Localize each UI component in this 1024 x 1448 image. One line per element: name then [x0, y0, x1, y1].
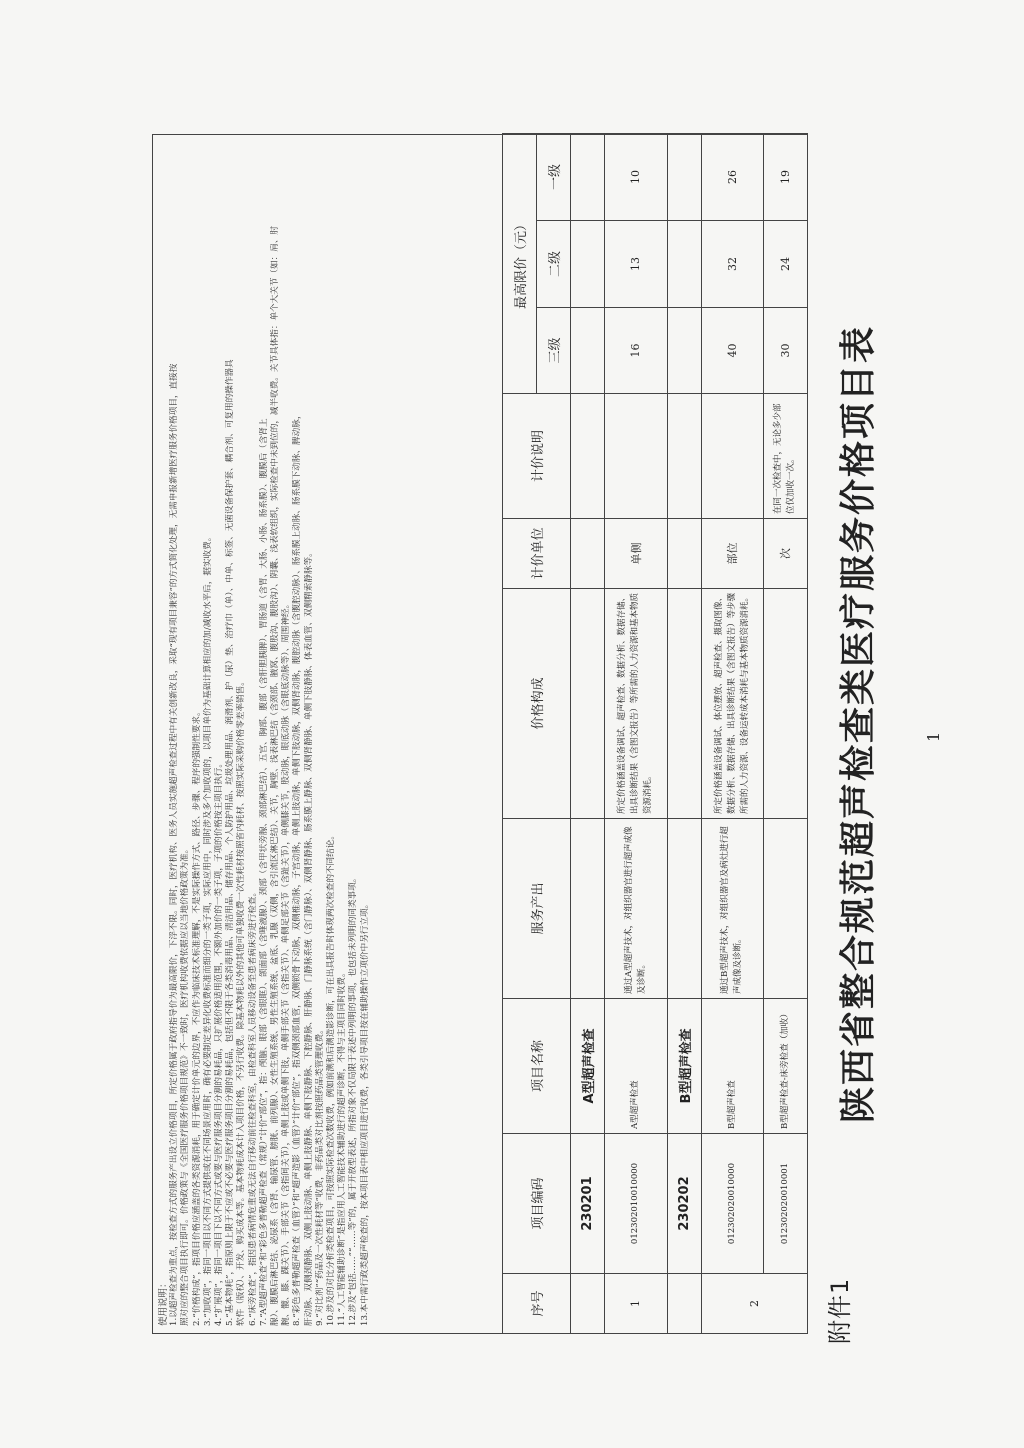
note-line: 13.本中需行政类超声检查的，按本项目表中相应项目进行收费，各类引导项目按在辅助操作立项价中另行立项。 [359, 899, 370, 1326]
cell-output: 通过A型超声技术，对组织器官进行超声成像及诊断。 [605, 819, 667, 999]
cell-seq [667, 1274, 701, 1334]
cell-name: A型超声检查 [571, 999, 605, 1134]
cell-name: A型超声检查 [605, 999, 667, 1134]
header-explanation: 计价说明 [503, 394, 571, 519]
cell-seq [571, 1274, 605, 1334]
cell-unit: 次 [763, 519, 807, 589]
note-line: 9.“对比剂”“药品及一次性耗材等”收费，非药品类对比剂按照药品类管理收费。 [314, 1025, 325, 1326]
note-line: 腕、髋、膝、踝关节）、手部关节（含指间关节），单侧上肢或单侧下肢，单侧手部关节（含指关节）、单侧足部关节（含趾关节），单侧膝关节，股动脉，眼底动脉（含眼底动脉等）、周围神经。 [281, 599, 292, 1326]
table-row [605, 133, 667, 1333]
cell-code: 012302020010000 [701, 1134, 763, 1274]
header-composition: 价格构成 [503, 589, 571, 819]
note-line: 3.“加收项”，指同一项目以不同方式提供或在不同场景应用时，确有必要制定差异化收费标准而细分的一类子项，实际应用中，同时涉及多个加收项的，以项目单价为基础计算相应的加/减收水平后，据实收费。 [202, 532, 213, 1326]
note-line: 2.“价格构成”，指项目价格应涵盖的各类资源消耗，用于确定计价单元的边界，不应作为临床技术标准理解，不是实际操作方式、路径、步骤、程序的强制性要求。 [191, 707, 202, 1326]
header-unit: 计价单位 [503, 519, 571, 589]
cell-code: 012302010010000 [605, 1134, 667, 1274]
note-line: 10.涉及的对比分析类检查项目，可按照实际检查次数收费，例如前测和后测造影诊断，可在出具报告时体现两次检查的不同结论。 [326, 831, 337, 1326]
cell-unit: 单侧 [605, 519, 667, 589]
note-line: 4.“扩展项”，指同一项目下以不同方式或要与医疗服务项目分割的易耗品，只扩展价格适用范围，不额外加价的一类子项，子项的价格按主项目执行。 [214, 759, 225, 1326]
table-group-row [667, 133, 701, 1333]
cell-level3: 40 [701, 308, 763, 394]
rotated-document-sheet [62, 94, 962, 1354]
cell-output [763, 819, 807, 999]
cell-composition [763, 589, 807, 819]
table-row [701, 133, 763, 1333]
note-line: 1.以超声检查为重点，按检查方式的服务产出设立价格项目，所定价格属于政府指导价为最高限价，下浮不限。同时，医疗机构、医务人员实施超声检查过程中有关创新改良，采取“现有项目兼容”的方式简化处理，无需申报新增医疗服务价格项目，直接按 [169, 363, 180, 1326]
cell-code: 230201 [571, 1134, 605, 1274]
cell-seq: 1 [605, 1274, 667, 1334]
header-name: 项目名称 [503, 999, 571, 1134]
cell-level3: 16 [605, 308, 667, 394]
note-line: 腺）、腹膜后淋巴结、泌尿系（含肾、输尿管、膀胱、前列腺）、女性生殖系统、男性生殖系统、盆底、乳腺（双侧，含引流区淋巴结）、关节，胸壁、浅表淋巴结（含颈部、腋窝、腹股沟、腹股沟）、阴囊、浅表软组织，实际检查中未到位的，减半收费。关节具体指：单个大关节（如：肩、肘 [270, 226, 281, 1326]
cell-code: 012302020010001 [763, 1134, 807, 1274]
note-line: 7.“A型超声检查”和“彩色多普勒超声检查（常规）”计价“部位”，指：颅脑、眼部（含眼眶）、颌面部（含唾液腺）、颈部（含甲状旁腺、颈部淋巴结）、五官、胸部、腹部（含肝胆胰脾）、胃肠道（含胃、大肠、小肠、肠系膜）、腹膜后（含肾上 [258, 418, 269, 1326]
price-table [502, 133, 808, 1334]
cell-level1: 10 [605, 133, 667, 220]
header-level3: 三级 [537, 308, 571, 394]
cell-name: B型超声检查 [701, 999, 763, 1134]
usage-notes [158, 141, 496, 1326]
annex-label: 附件1 [826, 1277, 854, 1344]
cell-unit: 部位 [701, 519, 763, 589]
cell-level2: 32 [701, 221, 763, 308]
cell-level1: 19 [763, 133, 807, 220]
note-line: 照对应的整合项目执行即可。价格政策与《全国医疗服务价格项目规范》不一致时，医疗机构收费依据应以当地价格政策为准。 [180, 844, 191, 1326]
header-row [503, 133, 537, 1333]
header-output: 服务产出 [503, 819, 571, 999]
cell-code: 230202 [667, 1134, 701, 1274]
header-level1: 一级 [537, 133, 571, 220]
cell-name: B型超声检查-床旁检查（加收） [763, 999, 807, 1134]
cell-explanation: 在同一次检查中，无论多少部位仅加收一次。 [763, 394, 807, 519]
note-line: 6.“床旁检查”，指因患者病情危重或无法自行移动前往检查科室，由检查科室人员移动设备至患者病床旁进行检查。 [247, 887, 258, 1326]
page-number: 1 [924, 731, 943, 742]
cell-composition: 所定价格涵盖设备调试、超声检查、数据分析、数据存储、出具诊断结果（含图文报告）等所需的人力资源和基本物质资源消耗。 [605, 589, 667, 819]
note-line: 11.“人工智能辅助诊断”是指应用人工智能技术辅助进行的超声诊断，不得与主项目同时收费。 [337, 968, 348, 1326]
header-level2: 二级 [537, 221, 571, 308]
cell-level2: 24 [763, 221, 807, 308]
cell-output: 通过B型超声技术，对组织器官及病灶进行超声成像及诊断。 [701, 819, 763, 999]
cell-name: B型超声检查 [667, 999, 701, 1134]
note-line: 肝动脉、双侧颈静脉、双侧上肢动脉、单侧上肢静脉、单侧下肢静脉、下腔静脉、肝静脉、门静脉系统（含门静脉）、双侧肾静脉、肠系膜上静脉、双侧肾静脉、单侧下肢静脉、体表血管、双侧精索静脉等。 [303, 548, 314, 1326]
header-code: 项目编码 [503, 1134, 571, 1274]
cell-seq: 2 [701, 1274, 807, 1334]
note-line: 5.“基本物耗”，指原则上限于不应或不必要与医疗服务项目分割的易耗品，包括但不限于各类消毒用品、清洁用品、储存用品、个人防护用品、垃圾处理用品、润滑剂、护（尿）垫、治疗巾（单）、中单、标签、无菌设备保护套、耦合剂、可复用的操作器具 [225, 359, 236, 1326]
table-row [763, 133, 807, 1333]
cell-explanation [605, 394, 667, 519]
header-max-price: 最高限价（元） [503, 133, 537, 393]
note-line: 12.涉及“包括……”“……等”的，属于开放型表述，所指对象不仅局限于表述中列明的事项，也包括未列明的同类事项。 [348, 873, 359, 1326]
table-group-row [571, 133, 605, 1333]
document-title: 陕西省整合规范超声检查类医疗服务价格项目表 [838, 325, 879, 1124]
cell-level2: 13 [605, 221, 667, 308]
cell-explanation [701, 394, 763, 519]
note-line: 8.“彩色多普勒超声检查（血管）”和“超声造影（血管）”计价“部位”，指双侧颈部血管，双侧锁骨下动脉，双侧椎动脉，子宫动脉，单侧上肢动脉，单侧下肢动脉，双侧肾动脉，腹腔动脉（含腹腔动脉）、肠系膜上动脉、肠系膜下动脉、脾动脉， [292, 410, 303, 1326]
note-line: 软件（版权）、开发、购买成本等。基本物耗成本计入项目价格，不另行收费。除基本物耗以外的其他可单独收费一次性耗材按照省内耗材、按照实际采购价格零差率销售。 [236, 677, 247, 1326]
cell-composition: 所定价格涵盖设备调试、体位摆放、超声检查、摄取图像、数据分析、数据存储、出具诊断结果（含图文报告）等步骤所需的人力资源、设备运转成本消耗与基本物质资源消耗。 [701, 589, 763, 819]
header-seq: 序号 [503, 1274, 571, 1334]
cell-level3: 30 [763, 308, 807, 394]
cell-level1: 26 [701, 133, 763, 220]
notes-title: 使用说明： [158, 1278, 169, 1326]
